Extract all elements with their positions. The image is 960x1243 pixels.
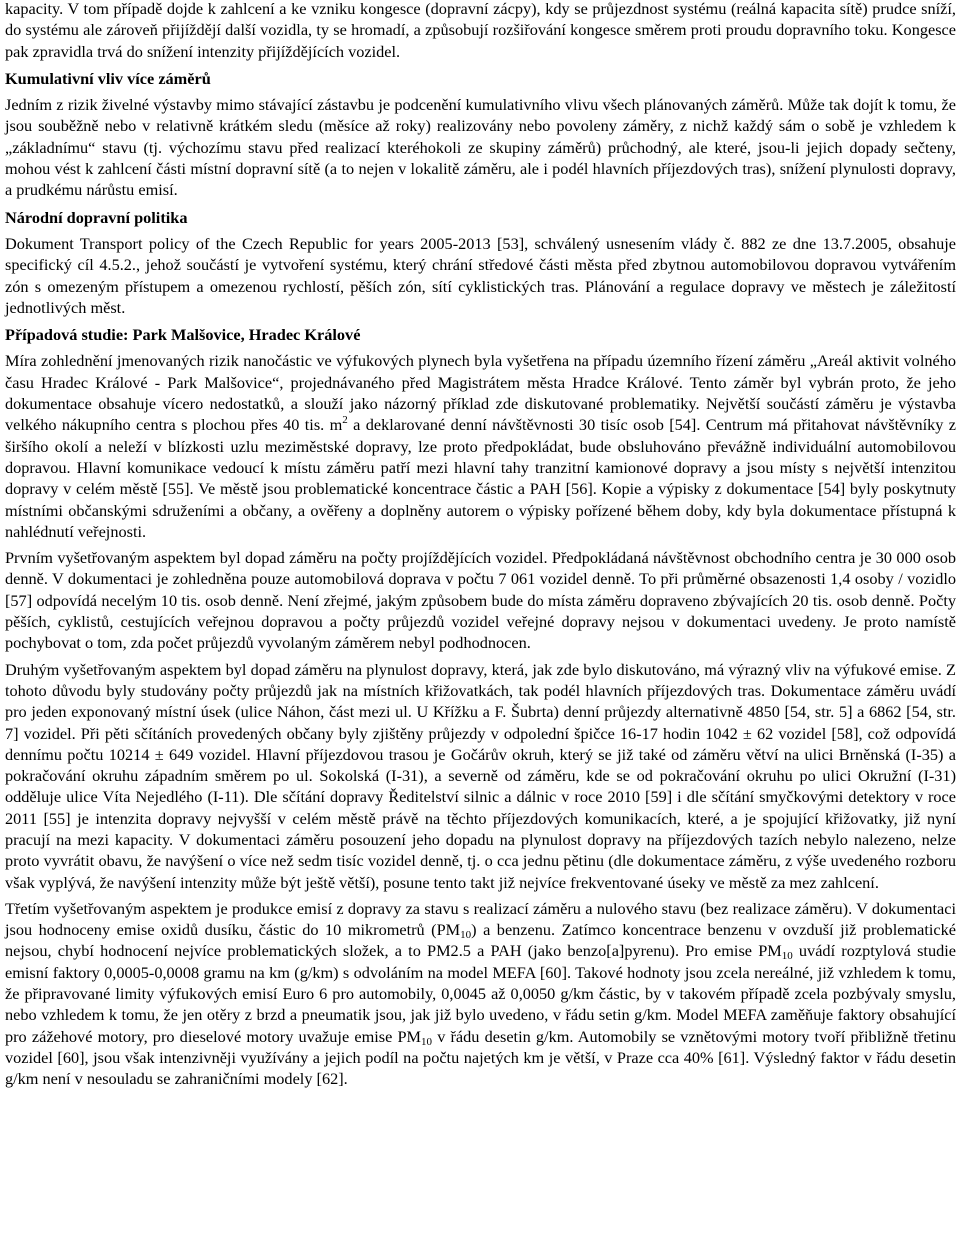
case-study-paragraph-4 — [5, 898, 956, 1090]
case-study-paragraph-3: Druhým vyšetřovaným aspektem byl dopad záměru na plynulost dopravy, která, jak zde bylo diskutováno, má výrazný vliv na výfukové emise. Z tohoto důvodu byly studovány počty průjezdů jak na místních křižovatkách, tak podél hlavních příjezdových tras. Dokumentace záměru uvádí pro jeden exponovaný místní úsek (ulice Náhon, část mezi ul. U Křížku a F. Šubrta) denní průjezdy alternativně 4850 [54, str. 5] a 6862 [54, str. 7] vozidel. Při pěti sčítáních provedených občany byly zjištěny průjezdy v odpolední špičce 16-17 hodin 1042 ± 62 vozidel [58], což odpovídá dennímu počtu 10214 ± 649 vozidel. Hlavní příjezdovou trasou je Gočárův okruh, který se již také od záměru větví na ulici Brněnská (I-35) a pokračování okruhu západním směrem po ul. Sokolská (I-31), a severně od záměru, kde se od pokračování okruhu po ulici Okružní (I-31) odděluje ulice Víta Nejedlého (I-11). Dle sčítání dopravy Ředitelství silnic a dálnic v roce 2010 [59] i dle sčítání smyčkovými detektory v roce 2011 [55] je intenzita dopravy nejvyšší v celém městě právě na těchto příjezdových komunikacích, které, a je spojující křižovatky, již nyní pracují na mezi kapacity. V dokumentaci záměru posouzení jeho dopadu na plynulost dopravy na příjezdových tazích nebylo nalezeno, nelze proto vyvrátit obavu, že navýšení o více než sedm tisíc vozidel denně, tj. o cca jednu pětinu (dle dokumentace záměru, z výše uvedeného rozboru však vyplývá, že navýšení intenzity může být ještě větší), posune tento takt již nejvíce frekventované úseky ve městě za mez zahlcení. — [5, 659, 956, 892]
emissions-text-b: ) a benzenu. Zatímco koncentrace benzenu v ovzduší již problematické nejsou, chybí hodnocení nejvíce problematických složek, a to PM2.5 a PAH (jako benzo[a]pyrenu). Pro emise PM — [5, 920, 956, 961]
case-study-text-b: a deklarované denní návštěvnosti 30 tisíc osob [54]. Centrum má přitahovat návštěvníky z širšího okolí a neleží v blízkosti uzlu meziměstské dopravy, lze proto předpokládat, bude obsluhováno převážně individuální automobilovou dopravou. Hlavní komunikace vedoucí k místu záměru patří mezi hlavní tahy tranzitní kamionové dopravy a jsou místy s největší intenzitou dopravy v celém městě [55]. Ve městě jsou problematické koncentrace částic a PAH [56]. Kopie a výpisky z dokumentace [54] byly poskytnuty místními občanskými sdruženími a občany, a ověřeny a doplněny autorem o výpisky pořízené během doby, kdy byla dokumentace přístupná k nahlédnutí veřejnosti. — [5, 415, 956, 541]
subscript: 10 — [421, 1035, 433, 1048]
intro-paragraph: kapacity. V tom případě dojde k zahlcení a ke vzniku kongesce (dopravní zácpy), kdy se průjezdnost systému (reálná kapacita sítě) prudce sníží, do systému ale zároveň přijíždějí další vozidla, ty se hromadí, a způsobují rozšiřování kongesce směrem proti proudu dopravního toku. Kongesce pak zpravidla trvá do snížení intenzity přijíždějících vozidel. — [5, 0, 956, 61]
subscript: 10 — [460, 929, 472, 942]
section-heading-case-study: Případová studie: Park Malšovice, Hradec Králové — [5, 325, 361, 345]
section-heading-national-policy: Národní dopravní politika — [5, 207, 188, 227]
case-study-paragraph-2: Prvním vyšetřovaným aspektem byl dopad záměru na počty projíždějících vozidel. Předpokládaná návštěvnost obchodního centra je 30 000 osob denně. V dokumentaci je zohledněna pouze automobilová doprava v počtu 7 061 vozidel denně. To při průměrné obsazenosti 1,4 osoby / vozidlo [57] odpovídá necelým 10 tis. osob denně. Není zřejmé, jakým způsobem bude do místa záměru dopraveno zbývajících 20 tis. osob denně. Počty pěších, cyklistů, cestujících veřejnou dopravou a počty průjezdů vozidel veřejné dopravy nejsou v dokumentaci uvedeny. Je proto namístě pochybovat o tom, zda počet průjezdů vyvolaným záměrem nebyl podhodnocen. — [5, 548, 956, 653]
cumulative-paragraph: Jedním z rizik živelné výstavby mimo stávající zástavbu je podcenění kumulativního vlivu všech plánovaných záměrů. Může tak dojít k tomu, že jsou souběžně nebo v relativně krátkém sledu (měsíce až roky) realizovány nebo povoleny záměry, z nichž každý sám o sobě je vzhledem k „základnímu“ stavu (tj. výchozímu stavu před realizací kteréhokoli ze skupiny záměrů) průchodný, ale které, jsou-li jejich dopady sečteny, mohou vést k zahlcení části místní dopravní sítě (a to nejen v lokalitě záměru, ale i podél hlavních příjezdových tras), snížení plynulosti dopravy, a prudkému nárůstu emisí. — [5, 95, 956, 200]
section-heading-cumulative: Kumulativní vliv více záměrů — [5, 68, 211, 88]
emissions-text-d: v řádu desetin g/km. Automobily se vznětovými motory tvoří přibližně třetinu vozidel [60], jsou však intenzivněji využívány a jejich podíl na počtu najetých km je větší, v Praze cca 40% [61]. Výsledný faktor v řádu desetin g/km není v nesouladu se zahraničními modely [62]. — [5, 1026, 957, 1089]
subscript: 10 — [781, 950, 793, 963]
case-study-paragraph-1 — [5, 350, 956, 542]
emissions-text-c: uvádí rozptylová studie emisní faktory 0,0005-0,0008 gramu na km (g/km) s odvoláním na model MEFA [60]. Takové hodnoty jsou zcela nereálné, již vzhledem k tomu, že připravované limity výfukových emisí Euro 6 pro automobily, 0,0045 až 0,0050 g/km částic, by v takovém případě zcela pozbývaly smyslu, nebo vzhledem k tomu, že jen otěry z brzd a pneumatik jsou, jak již bylo uvedeno, v řádu setin g/km. Model MEFA zaměňuje faktory obsahující pro zážehové motory, pro dieselové motory uvažuje emise PM — [5, 941, 956, 1046]
emissions-text-a: Třetím vyšetřovaným aspektem je produkce emisí z dopravy za stavu s realizací záměru a nulového stavu (bez realizace záměru). V dokumentaci jsou hodnoceny emise oxidů dusíku, částic do 10 mikrometrů (PM — [5, 898, 956, 940]
national-policy-paragraph: Dokument Transport policy of the Czech Republic for years 2005-2013 [53], schválený usnesením vlády č. 882 ze dne 13.7.2005, obsahuje specifický cíl 4.5.2., jehož součástí je vytvoření systému, který chrání středové části města před zbytnou automobilovou dopravou vytvářením zón s omezeným přístupem a omezenou rychlostí, pěších zón, sítí cyklistických tras. Plánování a regulace dopravy ve městech je záležitostí jednotlivých měst. — [5, 233, 956, 317]
superscript: 2 — [342, 414, 348, 427]
case-study-text-a: Míra zohlednění jmenovaných rizik nanočástic ve výfukových plynech byla vyšetřena na případu územního řízení záměru „Areál aktivit volného času Hradec Králové - Park Malšovice“, projednávaného před Magistrátem města Hradce Králové. Tento záměr byl vybrán proto, že jeho dokumentace obsahuje vícero nedostatků, a slouží jako názorný příklad zde diskutované problematiky. Největší součástí záměru je výstavba velkého nákupního centra s plochou přes 40 tis. m — [5, 351, 956, 435]
